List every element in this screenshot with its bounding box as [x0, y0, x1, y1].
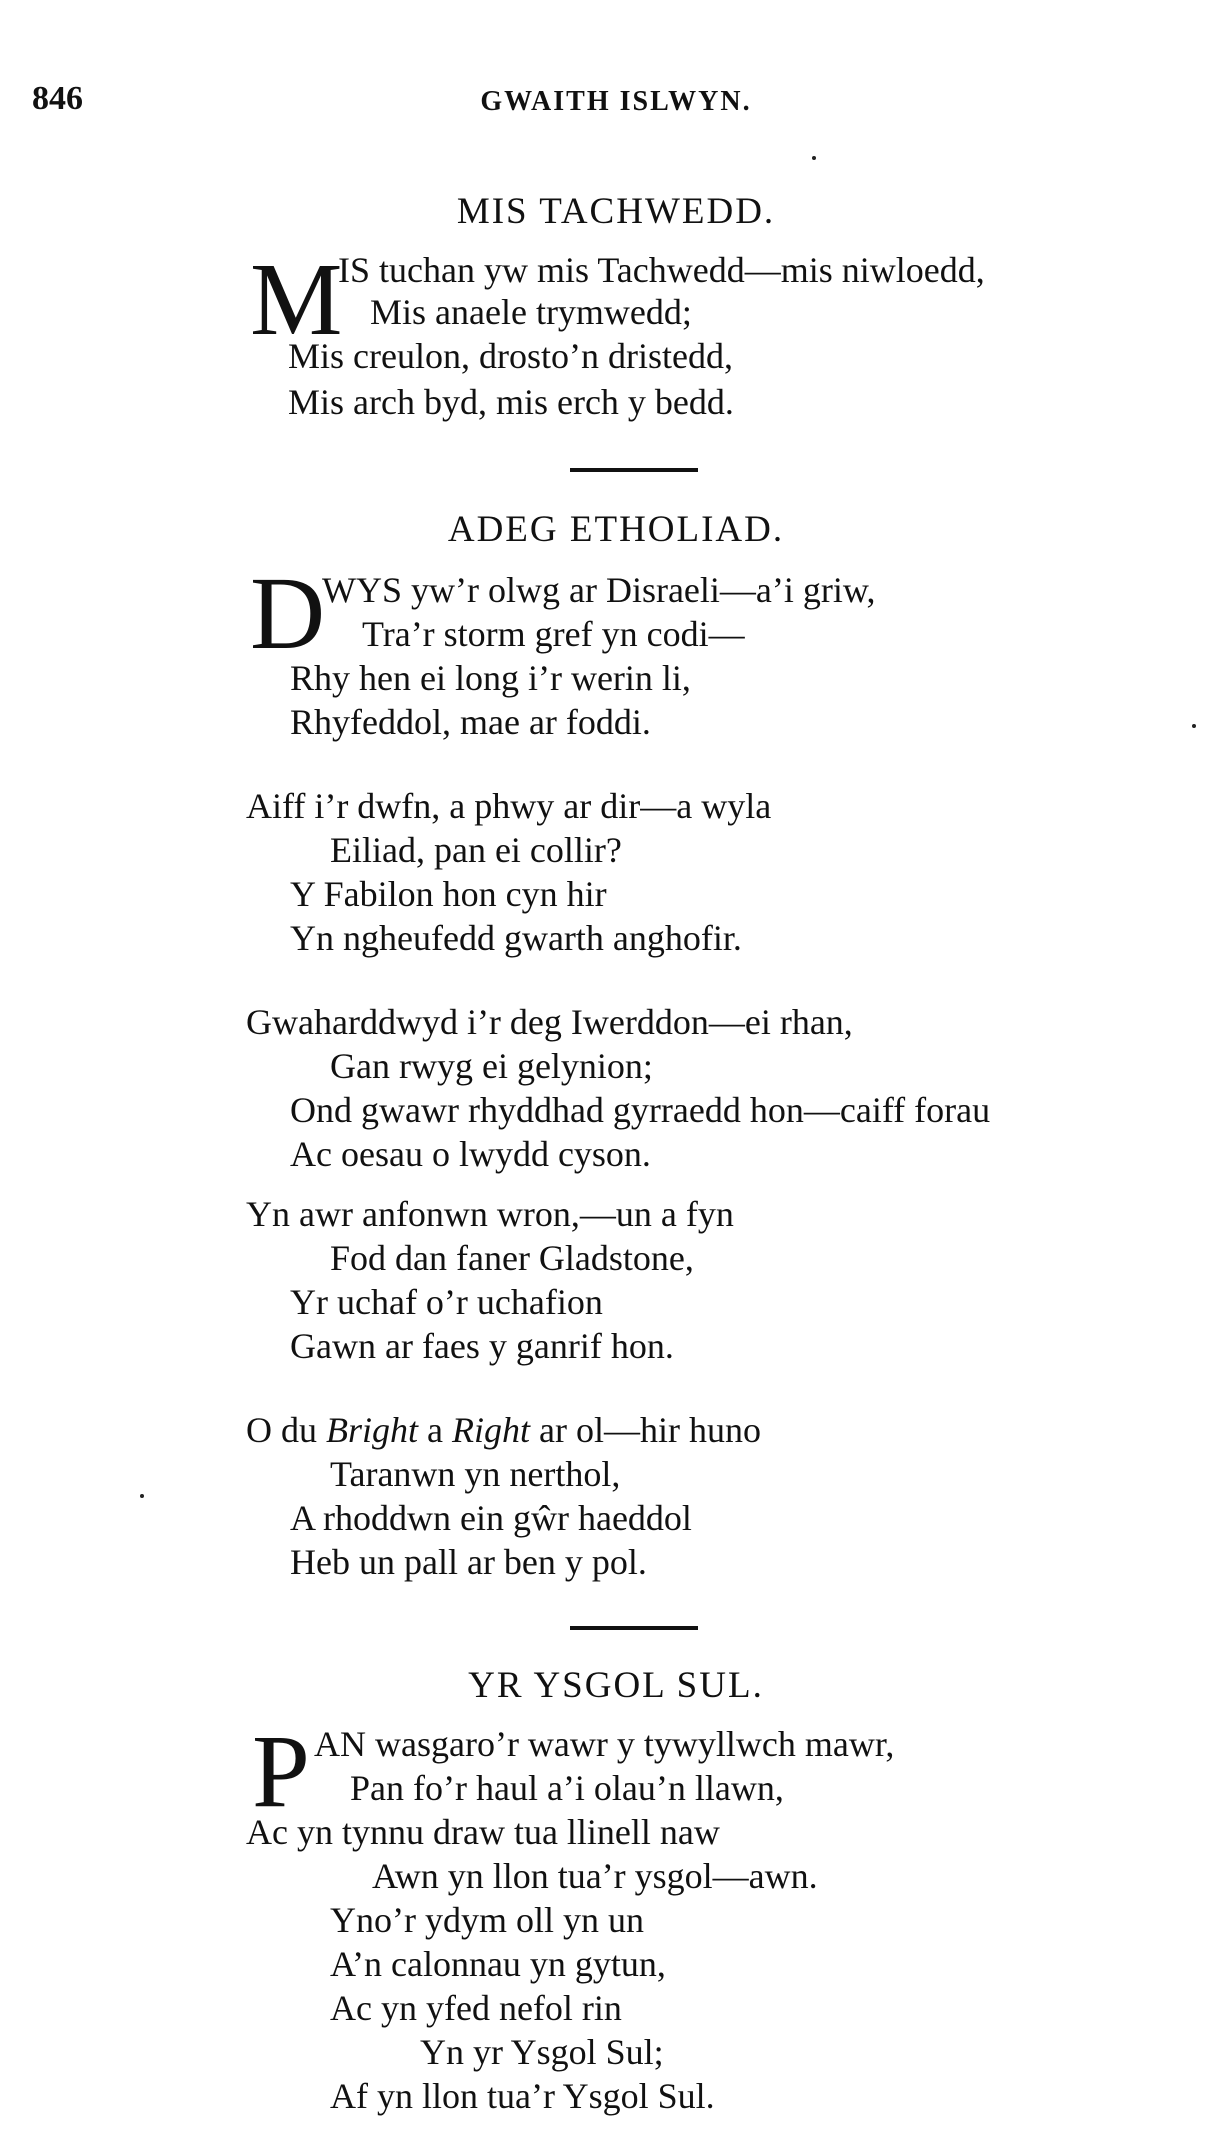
poem-line: Mis anaele trymwedd; [370, 292, 692, 332]
poem-line: Yno’r ydym oll yn un [330, 1900, 644, 1940]
poem-line: Gwaharddwyd i’r deg Iwerddon—ei rhan, [246, 1002, 853, 1042]
scan-speck [140, 1494, 144, 1498]
section-rule [570, 468, 698, 472]
poem-line: Yn awr anfonwn wron,—un a fyn [246, 1194, 734, 1234]
poem-line: Pan fo’r haul a’i olau’n llawn, [350, 1768, 784, 1808]
poem-line: IS tuchan yw mis Tachwedd—mis niwloedd, [338, 250, 985, 290]
scan-speck [1192, 724, 1196, 728]
italic-name: Bright [326, 1410, 419, 1450]
line-text: O du [246, 1410, 326, 1450]
poem-line: Ac oesau o lwydd cyson. [290, 1134, 651, 1174]
poem-line: Ac yn tynnu draw tua llinell naw [246, 1812, 720, 1852]
poem-line: A rhoddwn ein gŵr haeddol [290, 1498, 692, 1538]
page-number: 846 [32, 80, 83, 117]
poem-line: Y Fabilon hon cyn hir [290, 874, 607, 914]
poem-line: Yr uchaf o’r uchafion [290, 1282, 603, 1322]
poem-line: Af yn llon tua’r Ysgol Sul. [330, 2076, 715, 2116]
poem-line: Awn yn llon tua’r ysgol—awn. [372, 1856, 818, 1896]
poem-line: Ond gwawr rhyddhad gyrraedd hon—caiff forau [290, 1090, 991, 1130]
poem-title-mis-tachwedd: MIS TACHWEDD. [456, 191, 776, 232]
poem-line: Aiff i’r dwfn, a phwy ar dir—a wyla [246, 786, 772, 826]
poem-line: Eiliad, pan ei collir? [330, 830, 622, 870]
poem-line: Yn ngheufedd gwarth anghofir. [290, 918, 742, 958]
poem-line: A’n calonnau yn gytun, [330, 1944, 666, 1984]
drop-cap: D [250, 556, 326, 671]
drop-cap: M [250, 242, 343, 357]
poem-line: Tra’r storm gref yn codi— [362, 614, 745, 654]
poem-title-yr-ysgol-sul: YR YSGOL SUL. [468, 1665, 764, 1706]
poem-line: Fod dan faner Gladstone, [330, 1238, 694, 1278]
italic-name: Right [452, 1410, 530, 1450]
poem-line: Ac yn yfed nefol rin [330, 1988, 622, 2028]
poem-line: Taranwn yn nerthol, [330, 1454, 621, 1494]
poem-line: Rhyfeddol, mae ar foddi. [290, 702, 651, 742]
poem-line: Yn yr Ysgol Sul; [420, 2032, 664, 2072]
running-head: GWAITH ISLWYN. [480, 86, 752, 117]
poem-line: Rhy hen ei long i’r werin li, [290, 658, 691, 698]
poem-line: Mis arch byd, mis erch y bedd. [288, 382, 734, 422]
poem-line: Gan rwyg ei gelynion; [330, 1046, 653, 1086]
scan-speck [812, 156, 816, 160]
poem-line-with-italics [246, 1412, 761, 1448]
drop-cap: P [252, 1714, 310, 1829]
poem-line: WYS yw’r olwg ar Disraeli—a’i griw, [322, 570, 876, 610]
poem-title-adeg-etholiad: ADEG ETHOLIAD. [447, 509, 785, 550]
poem-line: Heb un pall ar ben y pol. [290, 1542, 647, 1582]
poem-line: AN wasgaro’r wawr y tywyllwch mawr, [314, 1724, 895, 1764]
section-rule [570, 1626, 698, 1630]
poem-line: Gawn ar faes y ganrif hon. [290, 1326, 674, 1366]
line-text: ar ol—hir huno [539, 1410, 761, 1450]
line-text: a [418, 1410, 452, 1450]
poem-line: Mis creulon, drosto’n dristedd, [288, 336, 733, 376]
